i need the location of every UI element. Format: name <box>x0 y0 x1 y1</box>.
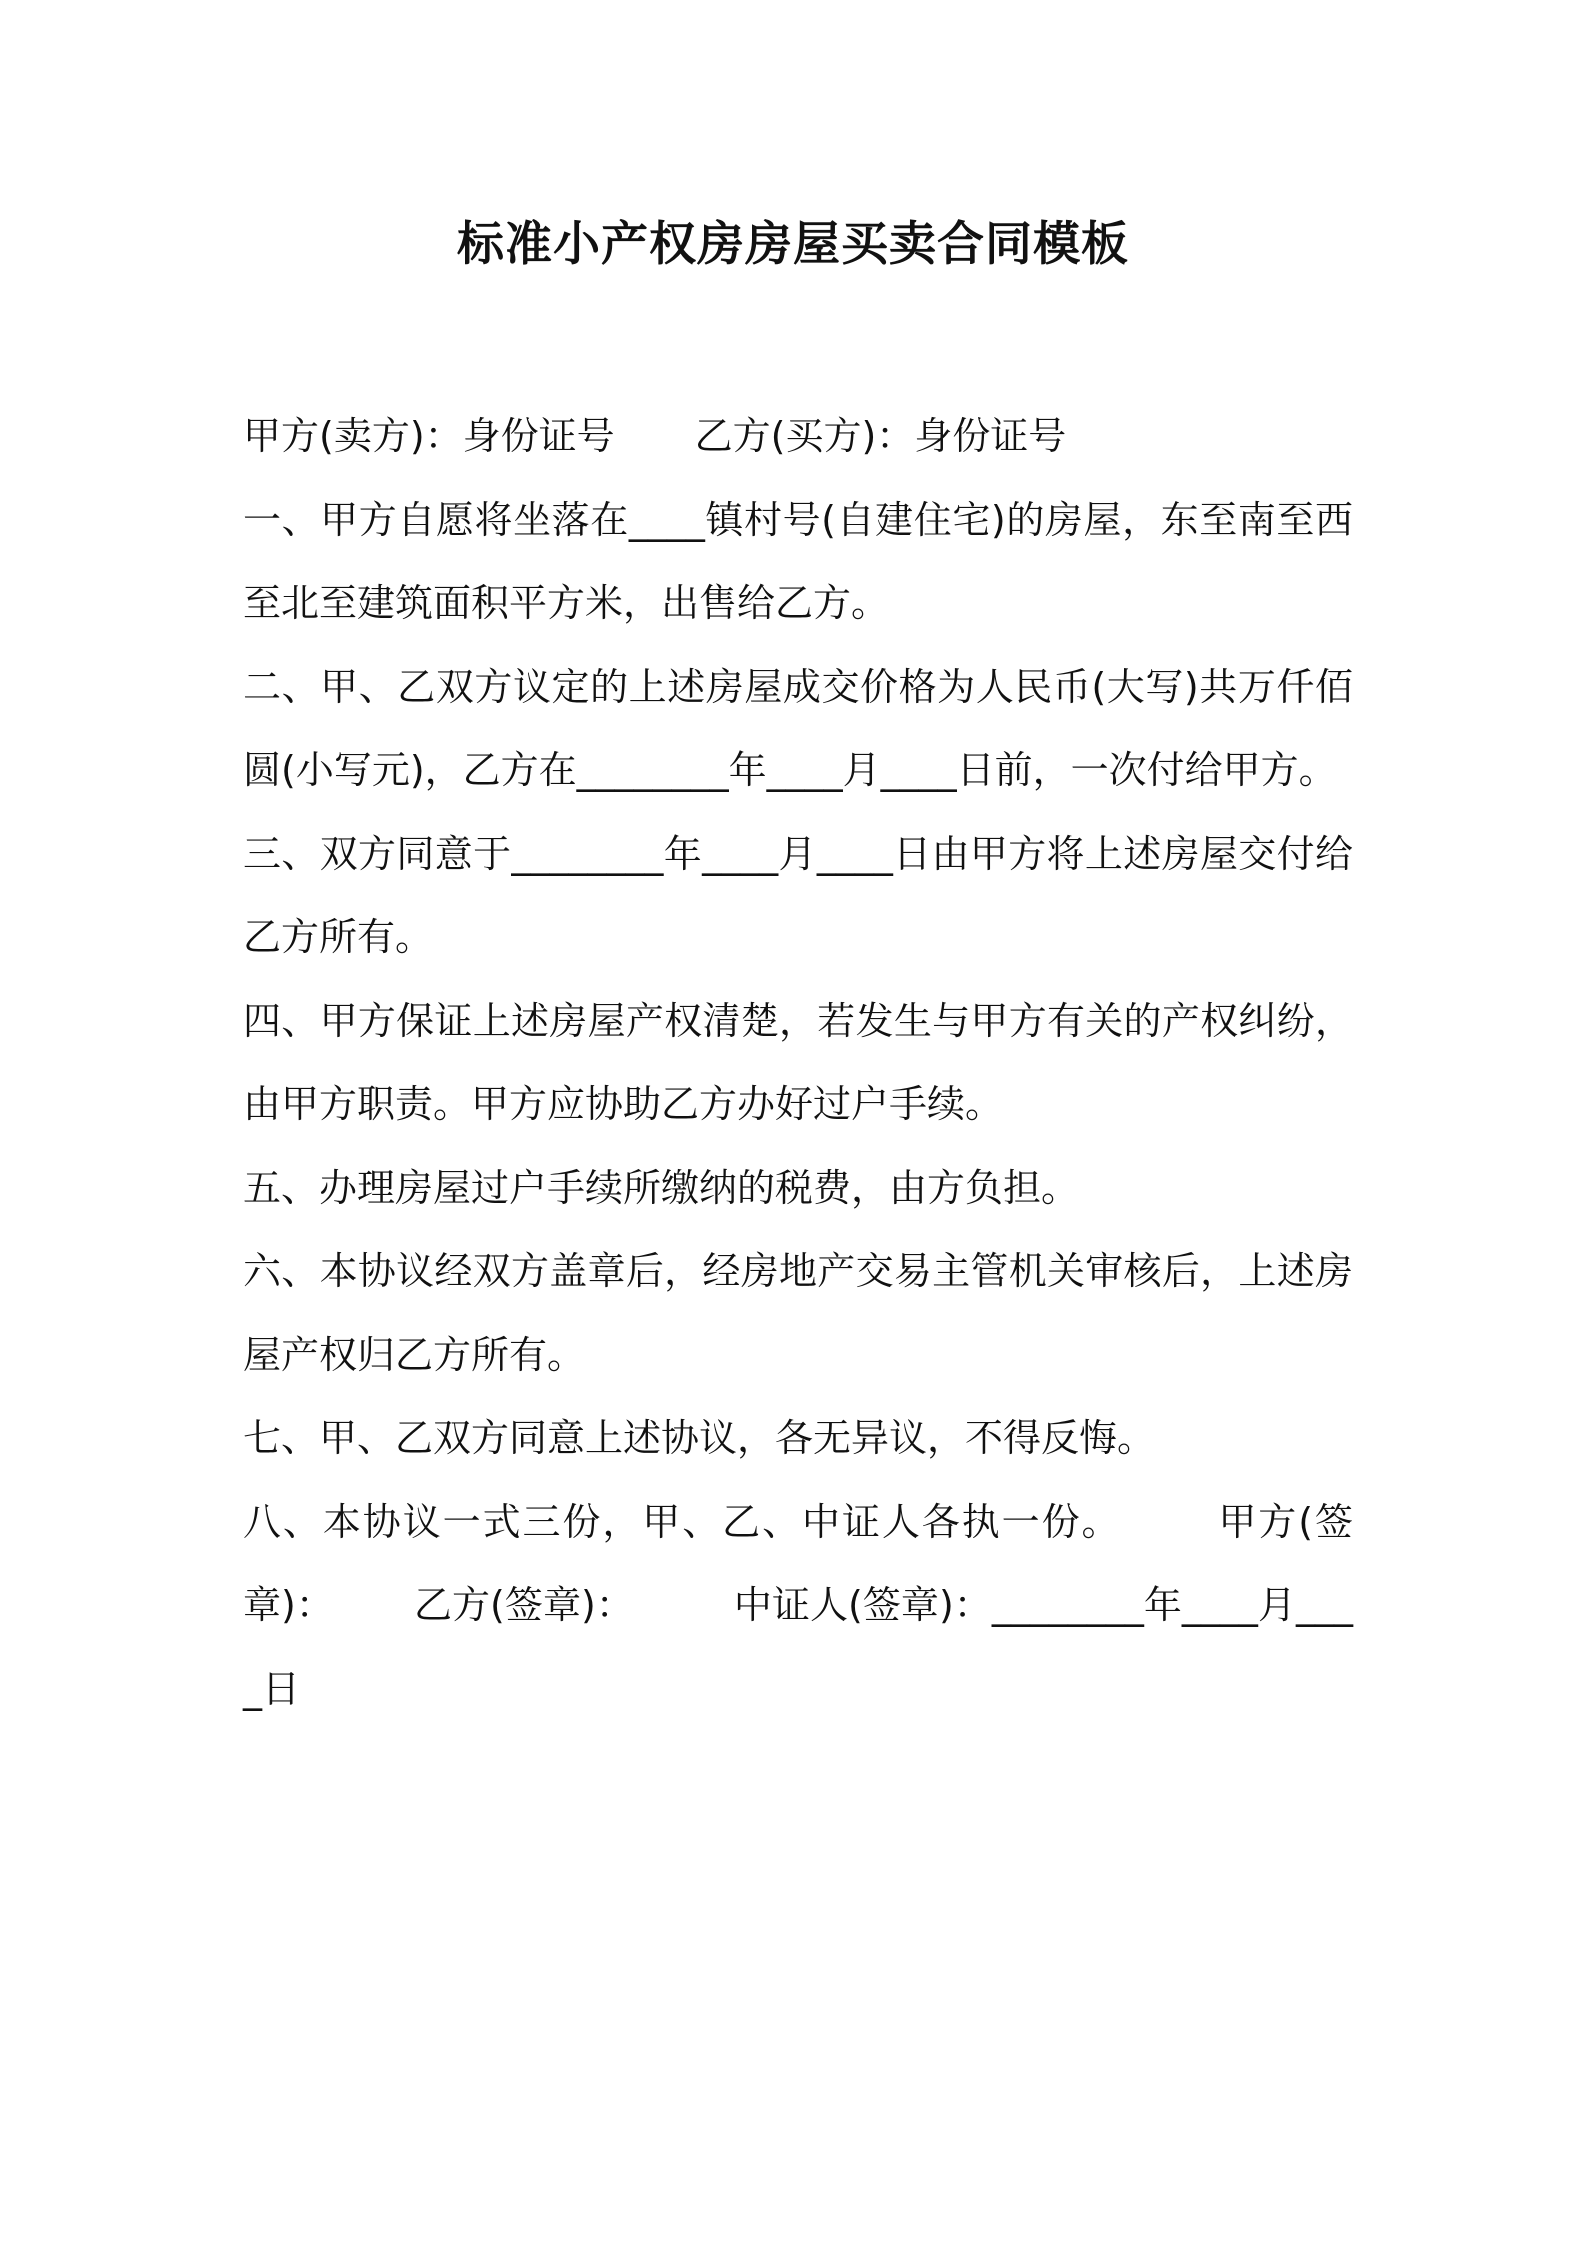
document-title: 标准小产权房房屋买卖合同模板 <box>457 217 1129 272</box>
seller-id-label: 甲方(卖方)：身份证号 <box>243 414 615 458</box>
witness-signature: 中证人(签章)：________年____月____日 <box>243 1583 1353 1711</box>
clause-8: 八、本协议一式三份，甲、乙、中证人各执一份。 <box>243 1499 1122 1544</box>
parties-line <box>243 395 1353 479</box>
clause-6: 六、本协议经双方盖章后，经房地产交易主管机关审核后，上述房屋产权归乙方所有。 <box>243 1249 1353 1377</box>
document-body <box>243 395 1353 1731</box>
buyer-id-label: 乙方(买方)：身份证号 <box>694 414 1067 458</box>
clause-7: 七、甲、乙双方同意上述协议，各无异议，不得反悔。 <box>243 1416 1156 1460</box>
clause-1: 一、甲方自愿将坐落在____镇村号(自建住宅)的房屋，东至南至西至北至建筑面积平方米，出售给乙方。 <box>243 497 1353 625</box>
party-a-signature: 甲方(签章)： <box>243 1499 1353 1627</box>
clause-3: 三、双方同意于________年____月____日由甲方将上述房屋交付给乙方所有。 <box>243 831 1353 959</box>
clause-8-with-signatures <box>243 1481 1353 1732</box>
party-b-signature: 乙方(签章)： <box>413 1583 634 1627</box>
clause-4: 四、甲方保证上述房屋产权清楚，若发生与甲方有关的产权纠纷，由甲方职责。甲方应协助乙方办好过户手续。 <box>243 998 1353 1126</box>
clause-2: 二、甲、乙双方议定的上述房屋成交价格为人民币(大写)共万仟佰圆(小写元)，乙方在________年____月____日前，一次付给甲方。 <box>243 664 1353 792</box>
clause-5: 五、办理房屋过户手续所缴纳的税费，由方负担。 <box>243 1165 1080 1210</box>
